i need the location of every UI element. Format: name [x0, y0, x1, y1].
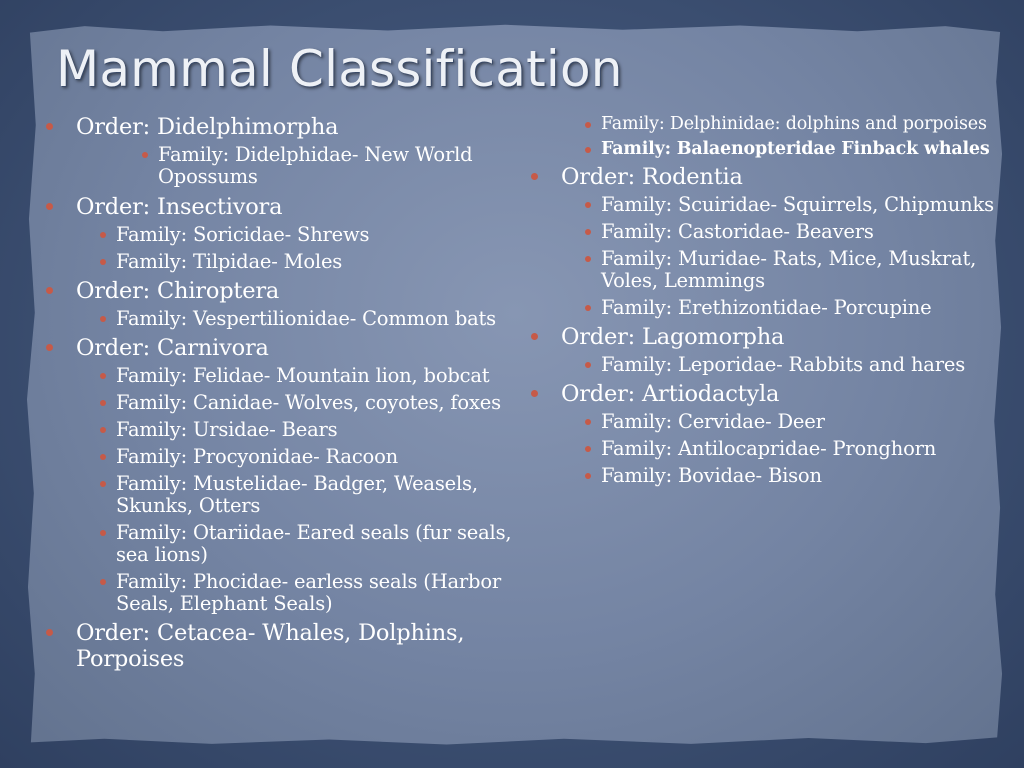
- family-item: Family: Canidae- Wolves, coyotes, foxes: [40, 392, 540, 414]
- family-item: Family: Soricidae- Shrews: [40, 224, 540, 246]
- family-item: Family: Felidae- Mountain lion, bobcat: [40, 365, 540, 387]
- family-item: Family: Vespertilionidae- Common bats: [40, 308, 540, 330]
- family-item: Family: Otariidae- Eared seals (fur seals, sea lions): [40, 522, 540, 566]
- family-item: Family: Erethizontidae- Porcupine: [525, 297, 1003, 319]
- family-item: Family: Cervidae- Deer: [525, 411, 1003, 433]
- order-item: Order: Insectivora: [40, 194, 540, 220]
- family-item: Family: Muridae- Rats, Mice, Muskrat, Voles, Lemmings: [525, 248, 1003, 292]
- family-item: Family: Phocidae- earless seals (Harbor Seals, Elephant Seals): [40, 571, 540, 615]
- family-item: Family: Ursidae- Bears: [40, 419, 540, 441]
- order-item: Order: Lagomorpha: [525, 324, 1003, 350]
- family-item: Family: Antilocapridae- Pronghorn: [525, 438, 1003, 460]
- family-item: Family: Scuiridae- Squirrels, Chipmunks: [525, 194, 1003, 216]
- order-list-left: [40, 114, 540, 672]
- order-item: Order: Rodentia: [525, 164, 1003, 190]
- family-item: Family: Didelphidae- New World Opossums: [40, 144, 540, 188]
- right-column: [525, 114, 1003, 492]
- family-item: Family: Bovidae- Bison: [525, 465, 1003, 487]
- family-item: Family: Tilpidae- Moles: [40, 251, 540, 273]
- left-column: [40, 114, 540, 676]
- family-item: Family: Mustelidae- Badger, Weasels, Skunks, Otters: [40, 473, 540, 517]
- family-item: Family: Castoridae- Beavers: [525, 221, 1003, 243]
- order-item: Order: Cetacea- Whales, Dolphins, Porpoises: [40, 620, 540, 672]
- family-item-bold: Family: Balaenopteridae Finback whales: [525, 139, 1003, 159]
- slide-title: Mammal Classification: [56, 40, 623, 98]
- order-list-right: [525, 114, 1003, 487]
- order-item: Order: Carnivora: [40, 335, 540, 361]
- family-item: Family: Procyonidae- Racoon: [40, 446, 540, 468]
- order-item: Order: Chiroptera: [40, 278, 540, 304]
- order-item: Order: Artiodactyla: [525, 381, 1003, 407]
- family-item: Family: Delphinidae: dolphins and porpoises: [525, 114, 1003, 134]
- family-item: Family: Leporidae- Rabbits and hares: [525, 354, 1003, 376]
- order-item: Order: Didelphimorpha: [40, 114, 540, 140]
